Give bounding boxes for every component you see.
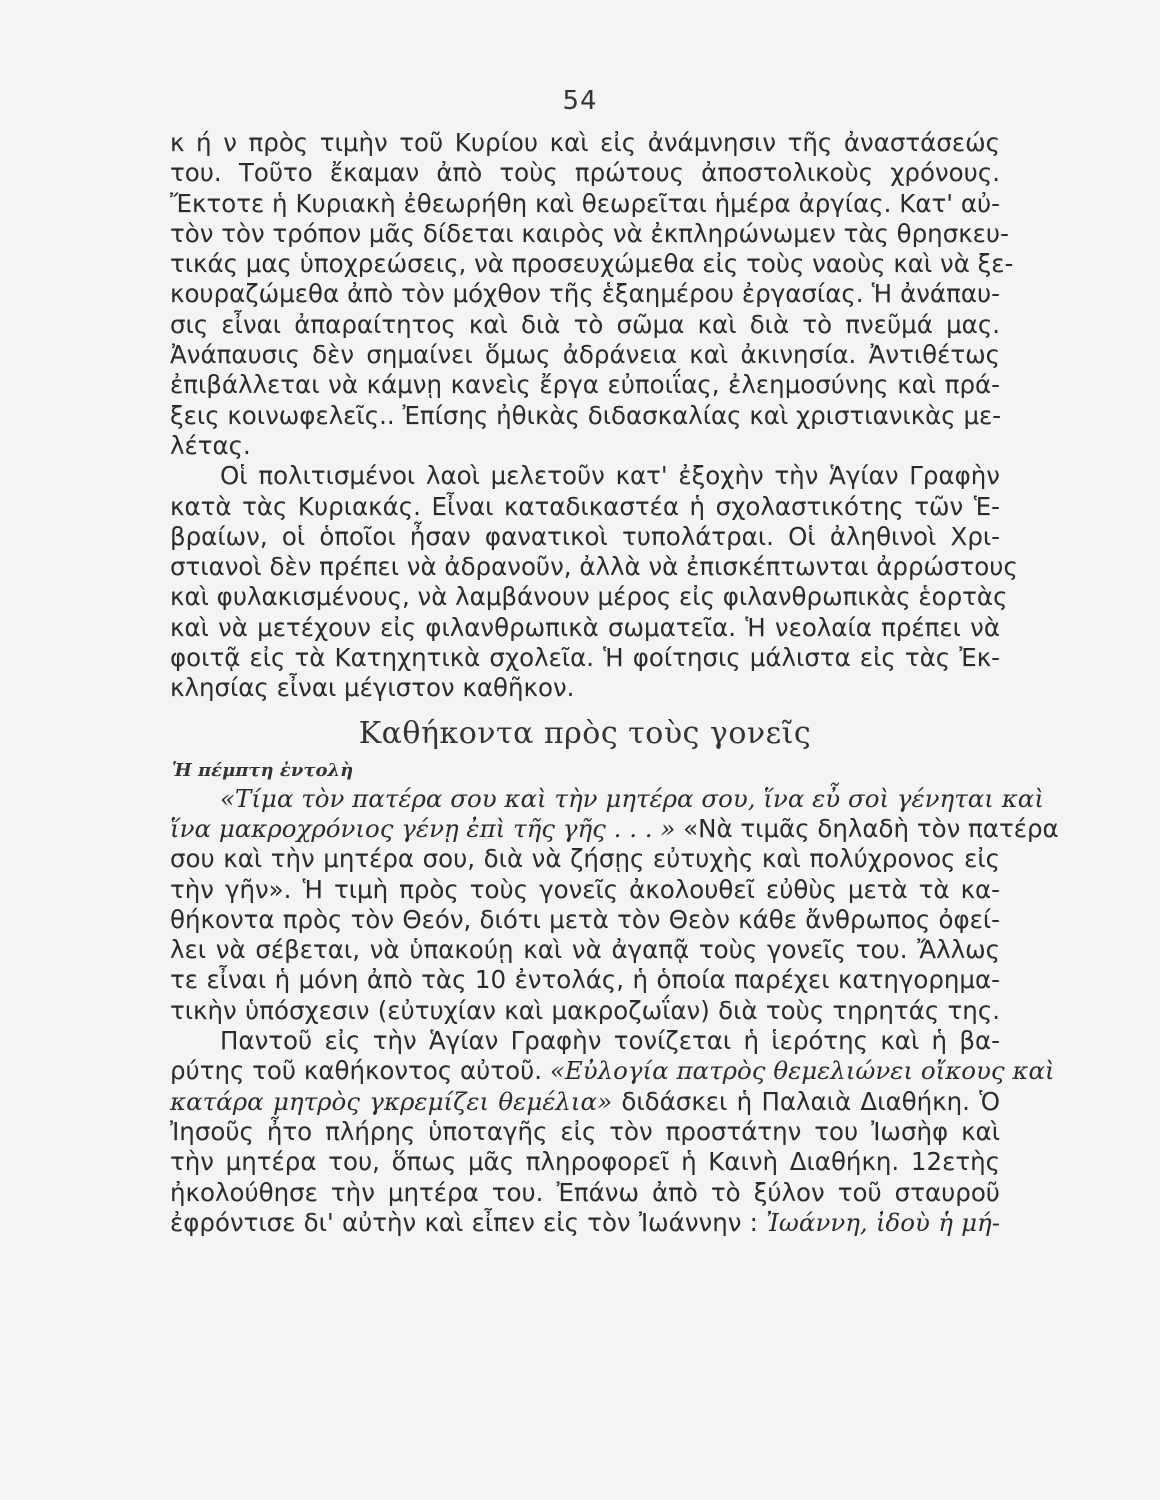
text-line: τὴν γῆν». Ἡ τιμὴ πρὸς τοὺς γονεῖς ἀκολουθεῖ εὐθὺς μετὰ τὰ κα- [170, 874, 1000, 904]
text-span: ρύτης τοῦ καθήκοντος αὐτοῦ. [170, 1056, 550, 1086]
text-line: Ἔκτοτε ἡ Κυριακὴ ἐθεωρήθη καὶ θεωρεῖται ἡμέρα ἀργίας. Κατ' αὐ- [170, 188, 1000, 218]
text-line: καὶ νὰ μετέχουν εἰς φιλανθρωπικὰ σωματεῖα. Ἡ νεολαία πρέπει νὰ [170, 612, 1000, 642]
text-line: φοιτᾷ εἰς τὰ Κατηχητικὰ σχολεῖα. Ἡ φοίτησις μάλιστα εἰς τὰς Ἐκ- [170, 643, 1000, 673]
section-subheading: Ἡ πέμπτη ἐντολὴ [172, 759, 354, 781]
quote-text: «Νὰ τιμᾶς δηλαδὴ τὸν πατέρα [675, 813, 1059, 843]
quote-line: «Τίμα τὸν πατέρα σου καὶ τὴν μητέρα σου, ἵνα εὖ σοὶ γένηται καὶ [220, 783, 1044, 813]
section-heading: Καθήκοντα πρὸς τοὺς γονεῖς [358, 715, 812, 751]
text-line: ἐπιβάλλεται νὰ κάμνῃ κανεὶς ἔργα εὐποιΐας, ἐλεημοσύνης καὶ πρά- [170, 370, 1000, 400]
text-line [170, 1056, 1055, 1086]
quote-italic: «Εὐλογία πατρὸς θεμελιώνει οἴκους καὶ [549, 1056, 1055, 1086]
quote-line [170, 813, 1059, 844]
quote-italic: ἵνα μακροχρόνιος γένῃ ἐπὶ τῆς γῆς . . . » [170, 813, 676, 843]
text-line: Ἰησοῦς ἦτο πλήρης ὑποταγῆς εἰς τὸν προστάτην του Ἰωσὴφ καὶ [170, 1116, 1000, 1146]
text-line: καὶ φυλακισμένους, νὰ λαμβάνουν μέρος εἰς φιλανθρωπικὰς ἑορτὰς [170, 582, 1008, 612]
text-line: σις εἶναι ἀπαραίτητος καὶ διὰ τὸ σῶμα καὶ διὰ τὸ πνεῦμά μας. [170, 309, 1000, 339]
text-line: τὴν μητέρα του, ὅπως μᾶς πληροφορεῖ ἡ Καινὴ Διαθήκη. 12ετὴς [170, 1147, 1000, 1177]
page-number: 54 [562, 86, 598, 116]
text-line: του. Τοῦτο ἔκαμαν ἀπὸ τοὺς πρώτους ἀποστολικοὺς χρόνους. [170, 158, 1000, 188]
text-line: τὸν τὸν τρόπον μᾶς δίδεται καιρὸς νὰ ἐκπληρώνωμεν τὰς θρησκευ- [170, 218, 1009, 248]
text-line: βραίων, οἱ ὁποῖοι ἦσαν φανατικοὶ τυπολάτραι. Οἱ ἀληθινοὶ Χρι- [170, 521, 1000, 551]
text-line [170, 1208, 1000, 1238]
text-line [170, 1087, 1000, 1117]
text-line: λέτας. [170, 430, 251, 460]
text-line: στιανοὶ δὲν πρέπει νὰ ἀδρανοῦν, ἀλλὰ νὰ ἐπισκέπτωνται ἀρρώστους [170, 552, 1018, 582]
text-line: κατὰ τὰς Κυριακάς. Εἶναι καταδικαστέα ἡ σχολαστικότης τῶν Ἑ- [170, 491, 1000, 521]
text-line: κλησίας εἶναι μέγιστον καθῆκον. [170, 673, 575, 703]
text-line: σου καὶ τὴν μητέρα σου, διὰ νὰ ζήσῃς εὐτυχὴς καὶ πολύχρονος εἰς [170, 844, 1000, 874]
text-line: Οἱ πολιτισμένοι λαοὶ μελετοῦν κατ' ἐξοχὴν τὴν Ἁγίαν Γραφὴν [220, 461, 1000, 491]
text-line: ἠκολούθησε τὴν μητέρα του. Ἐπάνω ἀπὸ τὸ ξύλον τοῦ σταυροῦ [170, 1177, 1000, 1207]
text-line: θήκοντα πρὸς τὸν Θεόν, διότι μετὰ τὸν Θεὸν κάθε ἄνθρωπος ὀφεί- [170, 904, 1000, 934]
text-line: κ ή ν πρὸς τιμὴν τοῦ Κυρίου καὶ εἰς ἀνάμνησιν τῆς ἀναστάσεώς [170, 128, 1000, 157]
text-line: Ἀνάπαυσις δὲν σημαίνει ὅμως ἀδράνεια καὶ ἀκινησία. Ἀντιθέτως [170, 340, 1000, 370]
quote-italic: κατάρα μητρὸς γκρεμίζει θεμέλια» [170, 1086, 613, 1116]
quote-italic: Ἰωάννη, ἰδοὺ ἡ μή- [766, 1207, 1000, 1237]
text-span: ἐφρόντισε δι' αὐτὴν καὶ εἶπεν εἰς τὸν Ἰωάννην : [170, 1207, 767, 1237]
text-line: ξεις κοινωφελεῖς.. Ἐπίσης ἠθικὰς διδασκαλίας καὶ χριστιανικὰς με- [170, 400, 1002, 430]
text-line: λει νὰ σέβεται, νὰ ὑπακούῃ καὶ νὰ ἀγαπᾷ τοὺς γονεῖς του. Ἄλλως [170, 935, 1000, 965]
text-line: τε εἶναι ἡ μόνη ἀπὸ τὰς 10 ἐντολάς, ἡ ὁποία παρέχει κατηγορημα- [170, 965, 1000, 995]
page-text [170, 128, 1059, 1238]
text-line: κουραζώμεθα ἀπὸ τὸν μόχθον τῆς ἑξαημέρου ἐργασίας. Ἡ ἀνάπαυ- [170, 279, 1000, 309]
text-span: διδάσκει ἡ Παλαιὰ Διαθήκη. Ὁ [612, 1086, 1000, 1116]
text-line: Παντοῦ εἰς τὴν Ἁγίαν Γραφὴν τονίζεται ἡ ἱερότης καὶ ἡ βα- [220, 1026, 1000, 1056]
text-line: τικάς μας ὑποχρεώσεις, νὰ προσευχώμεθα εἰς τοὺς ναοὺς καὶ νὰ ξε- [170, 249, 1014, 279]
text-line: τικὴν ὑπόσχεσιν (εὐτυχίαν καὶ μακροζωΐαν) διὰ τοὺς τηρητάς της. [170, 995, 1000, 1025]
